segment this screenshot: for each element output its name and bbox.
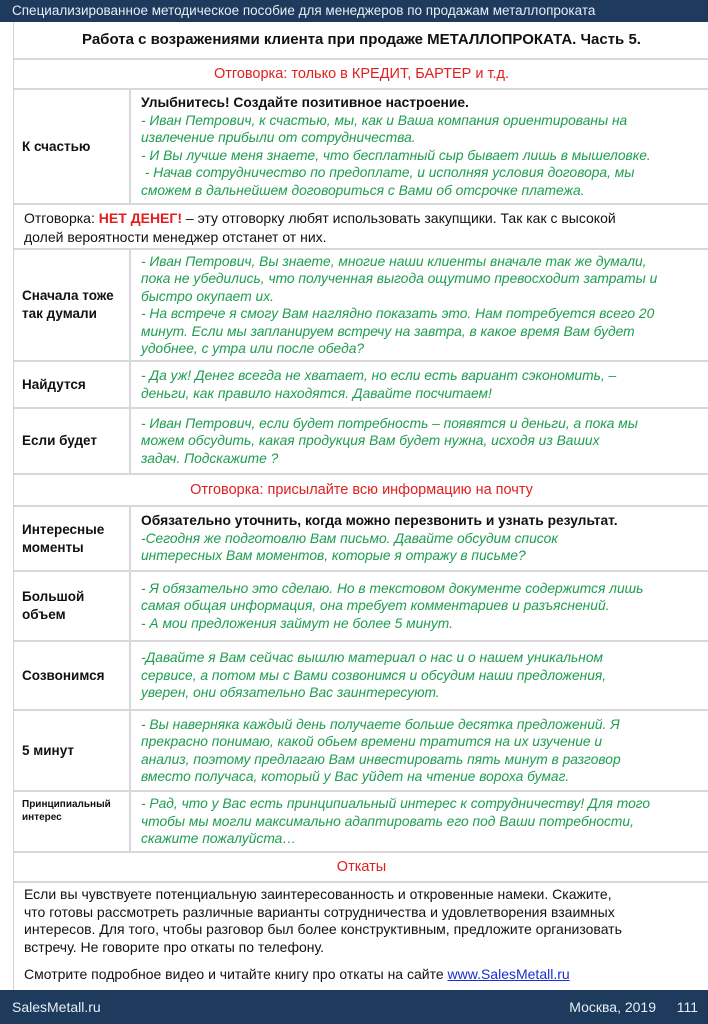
row-text <box>141 642 705 709</box>
row-label: Если будет <box>14 409 131 473</box>
row-label: Принципиальный интерес <box>14 792 131 851</box>
row-label: Созвонимся <box>14 642 131 709</box>
intro-highlight: НЕТ ДЕНЕГ! <box>98 210 182 226</box>
row-line: уверен, они обязательно Вас заинтересуют. <box>141 685 440 701</box>
row-text <box>141 90 705 203</box>
intro-line2: долей вероятности менеджер отстанет от них. <box>24 228 327 245</box>
row-line: - Вы наверняка каждый день получаете больше десятка предложений. Я <box>141 716 620 732</box>
row-line: - Рад, что у Вас есть принципиальный интерес к сотрудничеству! Для того <box>141 796 651 812</box>
kickbacks-text <box>14 884 708 988</box>
text-line: Если вы чувствуете потенциальную заинтересованность и откровенные намеки. Скажите, <box>24 886 612 902</box>
row-line: минут. Если мы запланируем встречу на завтра, в какое время Вам будет <box>141 323 635 339</box>
row-label: Интересные моменты <box>14 507 131 570</box>
row-bold-line: Обязательно уточнить, когда можно перезвонить и узнать результат. <box>141 513 618 529</box>
table-row <box>14 792 708 853</box>
row-line: прекрасно понимаю, какой обьем времени тратится на их изучение и <box>141 734 603 749</box>
table-row <box>14 642 708 711</box>
table-row <box>14 90 708 205</box>
text-line: интересов. Для того, чтобы разговор был более конструктивным, предложите организовать <box>24 921 622 937</box>
text-line: встречу. Не говорите про откаты по телефону. <box>24 938 324 955</box>
row-line: деньги, как правило находятся. Давайте посчитаем! <box>141 385 492 401</box>
row-line: - А мои предложения займут не более 5 минут. <box>141 615 453 631</box>
row-line: -Сегодня же подготовлю Вам письмо. Давайте обсудим список <box>141 530 558 546</box>
text-line: что готовы рассмотреть различные варианты сотрудничества и удовлетворения взаимных <box>24 903 615 920</box>
row-text <box>141 792 705 851</box>
row-label: К счастью <box>14 90 131 203</box>
row-text <box>141 572 705 640</box>
row-line: интересных Вам моментов, которые я отражу в письме? <box>141 548 526 564</box>
table-row <box>14 711 708 792</box>
page-title: Работа с возражениями клиента при продаже МЕТАЛЛОПРОКАТА. Часть 5. <box>14 22 708 60</box>
row-text <box>141 507 705 570</box>
row-bold-line: Улыбнитесь! Создайте позитивное настроение. <box>141 95 469 110</box>
row-line: - Я обязательно это сделаю. Но в текстовом документе содержится лишь <box>141 580 644 596</box>
intro-prefix: Отговорка: <box>24 210 99 226</box>
row-line: быстро окупает их. <box>141 288 274 304</box>
row-line: анализ, поэтому предлагаю Вам инвестировать пять минут в разговор <box>141 751 621 767</box>
row-text <box>141 409 705 473</box>
row-line: можем обсудить, какая продукция Вам будет нужна, исходя из Ваших <box>141 433 600 449</box>
intro-rest: – эту отговорку любят использовать закупщики. Так как с высокой <box>182 210 616 226</box>
site-link[interactable]: www.SalesMetall.ru <box>447 966 570 982</box>
row-line: скажите пожалуйста… <box>141 831 297 847</box>
document-page <box>13 22 708 990</box>
table-row <box>14 572 708 642</box>
table-row <box>14 362 708 409</box>
objection-intro <box>14 205 708 250</box>
row-line: пока не убедились, что полученная выгода ощутимо превосходит затраты и <box>141 271 658 286</box>
row-line: -Давайте я Вам сейчас вышлю материал о нас и о нашем уникальном <box>141 650 603 666</box>
row-line: сможем в дальнейшем договориться с Вами об отсрочке платежа. <box>141 182 585 198</box>
row-line: задач. Подскажите ? <box>141 450 279 466</box>
row-line: вместо получаса, который у Вас уйдет на чтение вороха бумаг. <box>141 769 570 784</box>
footer-site: SalesMetall.ru <box>12 999 101 1015</box>
footer-bar <box>0 990 708 1024</box>
row-label: Большой объем <box>14 572 131 640</box>
row-text <box>141 362 705 407</box>
table-row <box>14 409 708 475</box>
row-line: чтобы мы могли максимально адаптировать его под Ваши потребности, <box>141 813 634 829</box>
link-prefix: Смотрите подробное видео и читайте книгу про откаты на сайте <box>24 966 448 982</box>
row-line: - Начав сотрудничество по предоплате, и исполняя условия договора, мы <box>141 165 635 180</box>
row-label: 5 минут <box>14 711 131 790</box>
row-line: извлечение прибыли от сотрудничества. <box>141 130 416 145</box>
header-bar <box>0 0 708 22</box>
row-text <box>141 711 705 790</box>
section-heading-credit: Отговорка: только в КРЕДИТ, БАРТЕР и т.д. <box>14 60 708 90</box>
row-text <box>141 250 705 360</box>
row-line: - Иван Петрович, Вы знаете, многие наши клиенты вначале так же думали, <box>141 253 647 269</box>
row-line: - Иван Петрович, если будет потребность – появятся и деньги, а пока мы <box>141 415 638 431</box>
row-label: Сначала тоже так думали <box>14 250 131 360</box>
header-title: Специализированное методическое пособие для менеджеров по продажам металлопроката <box>12 3 596 18</box>
table-row <box>14 507 708 572</box>
row-label: Найдутся <box>14 362 131 407</box>
row-line: - Да уж! Денег всегда не хватает, но если есть вариант сэкономить, – <box>141 368 617 383</box>
page-number: 111 <box>676 999 698 1015</box>
row-line: - На встрече я смогу Вам наглядно показать это. Нам потребуется всего 20 <box>141 306 655 321</box>
row-line: - Иван Петрович, к счастью, мы, как и Ваша компания ориентированы на <box>141 112 628 128</box>
row-line: удобнее, с утра или после обеда? <box>141 341 365 356</box>
table-row <box>14 250 708 362</box>
footer-city-year: Москва, 2019 <box>569 999 656 1015</box>
row-line: - И Вы лучше меня знаете, что бесплатный сыр бывает лишь в мышеловке. <box>141 147 651 163</box>
row-line: самая общая информация, она требует комментариев и разъяснений. <box>141 598 610 614</box>
row-line: сервисе, а потом мы с Вами созвонимся и обсудим наши предложения, <box>141 667 607 683</box>
section-heading-email: Отговорка: присылайте всю информацию на почту <box>14 475 708 507</box>
section-heading-kickbacks: Откаты <box>14 853 708 883</box>
